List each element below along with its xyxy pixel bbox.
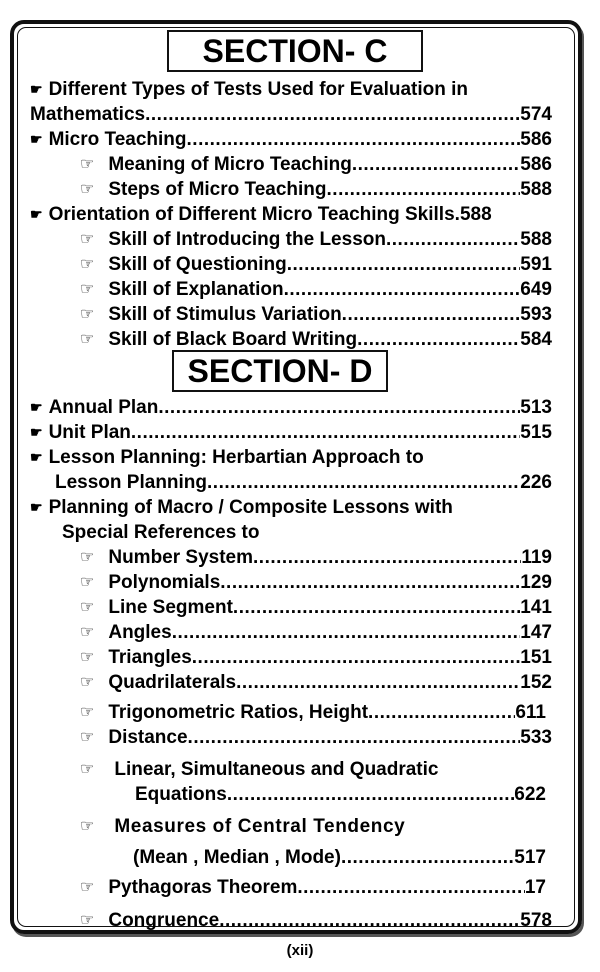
entry-title: Planning of Macro / Composite Lessons with xyxy=(48,497,453,518)
toc-entry-skill-introducing xyxy=(80,228,552,253)
entry-title: Angles xyxy=(108,622,172,643)
pointing-hand-outline-icon: ☞ xyxy=(80,649,95,666)
entry-title: Skill of Explanation xyxy=(108,279,284,300)
page-number: 588 xyxy=(520,179,552,200)
pointing-hand-icon: ☛ xyxy=(30,499,43,515)
leader-dots xyxy=(368,701,515,725)
pointing-hand-outline-icon: ☞ xyxy=(80,231,95,248)
page-number: 513 xyxy=(520,397,552,418)
page-number: 584 xyxy=(520,329,552,350)
pointing-hand-outline-icon: ☞ xyxy=(80,331,95,348)
toc-entry-meaning-micro xyxy=(80,153,552,178)
leader-dots xyxy=(342,303,521,327)
toc-entry-distance xyxy=(80,726,552,751)
leader-dots xyxy=(253,546,521,570)
page-number: 593 xyxy=(520,304,552,325)
entry-title: Trigonometric Ratios, Height xyxy=(108,702,369,723)
pointing-hand-outline-icon: ☞ xyxy=(80,912,95,929)
entry-title: Skill of Black Board Writing xyxy=(108,329,358,350)
toc-entry-line-segment xyxy=(80,596,552,621)
page-number: 588 xyxy=(520,229,552,250)
page-number: 533 xyxy=(520,727,552,748)
toc-entry-linear-equations-cont xyxy=(135,783,546,807)
leader-dots xyxy=(131,421,520,445)
entry-title: Skill of Stimulus Variation xyxy=(108,304,342,325)
pointing-hand-outline-icon: ☞ xyxy=(80,818,95,835)
entry-title: Different Types of Tests Used for Evaluation in xyxy=(48,79,469,100)
toc-entry-linear-equations xyxy=(80,758,552,783)
toc-entry-quadrilaterals xyxy=(80,671,552,696)
pointing-hand-icon: ☛ xyxy=(30,81,43,97)
toc-entry-skill-questioning xyxy=(80,253,552,278)
entry-title: Distance xyxy=(108,727,188,748)
leader-dots xyxy=(233,596,520,620)
toc-entry-micro-teaching xyxy=(30,128,552,152)
entry-title: Measures of Central Tendency xyxy=(114,816,406,837)
pointing-hand-outline-icon: ☞ xyxy=(80,306,95,323)
page-number: 141 xyxy=(520,597,552,618)
toc-entry-polynomials xyxy=(80,571,552,596)
toc-entry-skill-explanation xyxy=(80,278,552,303)
entry-title: Orientation of Different Micro Teaching Skills. xyxy=(48,204,460,225)
toc-entry-macro-lessons xyxy=(30,496,552,520)
leader-dots xyxy=(207,471,520,495)
toc-entry-orientation xyxy=(30,203,552,227)
leader-dots xyxy=(188,726,521,750)
toc-entry-lesson-planning-cont xyxy=(55,471,552,495)
entry-title: Linear, Simultaneous and Quadratic xyxy=(114,759,439,780)
leader-dots xyxy=(341,846,514,870)
page-number: 119 xyxy=(521,547,552,568)
entry-title: Unit Plan xyxy=(48,422,131,443)
entry-title: Quadrilaterals xyxy=(108,672,237,693)
page-number: 515 xyxy=(520,422,552,443)
page-number: 574 xyxy=(520,104,552,125)
leader-dots xyxy=(352,153,520,177)
entry-title: Line Segment xyxy=(108,597,233,618)
leader-dots xyxy=(327,178,521,202)
entry-title: Special References to xyxy=(62,522,260,543)
entry-title: Lesson Planning xyxy=(55,472,208,493)
toc-entry-central-tendency-cont xyxy=(133,846,546,870)
pointing-hand-icon: ☛ xyxy=(30,449,43,465)
entry-title: Meaning of Micro Teaching xyxy=(108,154,352,175)
page-number: 591 xyxy=(520,254,552,275)
entry-title: Micro Teaching xyxy=(48,129,187,150)
entry-title: Number System xyxy=(108,547,254,568)
page-number: 578 xyxy=(520,910,552,931)
section-c-heading: SECTION- C xyxy=(167,30,423,72)
toc-entry-steps-micro xyxy=(80,178,552,203)
entry-title: Equations xyxy=(135,784,227,805)
entry-title: Pythagoras Theorem xyxy=(108,877,298,898)
page-number: 129 xyxy=(520,572,552,593)
pointing-hand-outline-icon: ☞ xyxy=(80,674,95,691)
toc-entry-central-tendency xyxy=(80,815,552,840)
pointing-hand-icon: ☛ xyxy=(30,399,43,415)
pointing-hand-icon: ☛ xyxy=(30,206,43,222)
leader-dots xyxy=(386,228,520,252)
page-number: 622 xyxy=(514,784,546,805)
toc-entry-angles xyxy=(80,621,552,646)
leader-dots xyxy=(192,646,521,670)
pointing-hand-icon: ☛ xyxy=(30,131,43,147)
page-number: 517 xyxy=(514,847,546,868)
entry-title: Lesson Planning: Herbartian Approach to xyxy=(48,447,424,468)
entry-title: Triangles xyxy=(108,647,192,668)
page-number: 147 xyxy=(520,622,552,643)
toc-entry-pythagoras xyxy=(80,876,546,901)
entry-title: Steps of Micro Teaching xyxy=(108,179,327,200)
page-number: 17 xyxy=(524,877,546,898)
page-number: 586 xyxy=(520,129,552,150)
leader-dots xyxy=(236,671,520,695)
page-number: 611 xyxy=(515,702,546,723)
leader-dots xyxy=(187,128,521,152)
page-number: 151 xyxy=(520,647,552,668)
pointing-hand-outline-icon: ☞ xyxy=(80,574,95,591)
pointing-hand-outline-icon: ☞ xyxy=(80,156,95,173)
leader-dots xyxy=(219,909,520,933)
pointing-hand-outline-icon: ☞ xyxy=(80,281,95,298)
toc-entry-annual-plan xyxy=(30,396,552,420)
pointing-hand-outline-icon: ☞ xyxy=(80,879,95,896)
toc-entry-skill-stimulus xyxy=(80,303,552,328)
leader-dots xyxy=(158,396,520,420)
leader-dots xyxy=(227,783,514,807)
toc-entry-unit-plan xyxy=(30,421,552,445)
page-number: 649 xyxy=(520,279,552,300)
toc-entry-congruence xyxy=(80,909,552,934)
pointing-hand-outline-icon: ☞ xyxy=(80,256,95,273)
page-number: 226 xyxy=(520,472,552,493)
toc-entry-number-system xyxy=(80,546,552,571)
toc-entry-macro-lessons-cont xyxy=(62,521,552,545)
pointing-hand-outline-icon: ☞ xyxy=(80,624,95,641)
entry-title: Congruence xyxy=(108,910,220,931)
pointing-hand-outline-icon: ☞ xyxy=(80,761,95,778)
entry-title: (Mean , Median , Mode) xyxy=(133,847,341,868)
leader-dots xyxy=(220,571,520,595)
toc-entry-tests-cont xyxy=(30,103,552,127)
entry-title: Skill of Introducing the Lesson xyxy=(108,229,386,250)
pointing-hand-outline-icon: ☞ xyxy=(80,181,95,198)
leader-dots xyxy=(284,278,521,302)
leader-dots xyxy=(287,253,521,277)
entry-title: Annual Plan xyxy=(48,397,159,418)
entry-title: Polynomials xyxy=(108,572,221,593)
pointing-hand-outline-icon: ☞ xyxy=(80,704,95,721)
toc-entry-tests xyxy=(30,78,552,102)
entry-title: Mathematics xyxy=(30,104,146,125)
section-d-heading: SECTION- D xyxy=(172,350,388,392)
page-number: 588 xyxy=(459,204,492,225)
page-number: 586 xyxy=(520,154,552,175)
pointing-hand-outline-icon: ☞ xyxy=(80,549,95,566)
pointing-hand-outline-icon: ☞ xyxy=(80,599,95,616)
toc-entry-triangles xyxy=(80,646,552,671)
toc-entry-trigonometric xyxy=(80,701,546,726)
pointing-hand-icon: ☛ xyxy=(30,424,43,440)
leader-dots xyxy=(297,876,525,900)
page-number-footer: (xii) xyxy=(286,942,314,959)
leader-dots xyxy=(357,328,520,352)
page-number: 152 xyxy=(520,672,552,693)
leader-dots xyxy=(172,621,521,645)
leader-dots xyxy=(145,103,520,127)
entry-title: Skill of Questioning xyxy=(108,254,287,275)
pointing-hand-outline-icon: ☞ xyxy=(80,729,95,746)
toc-entry-lesson-planning xyxy=(30,446,552,470)
